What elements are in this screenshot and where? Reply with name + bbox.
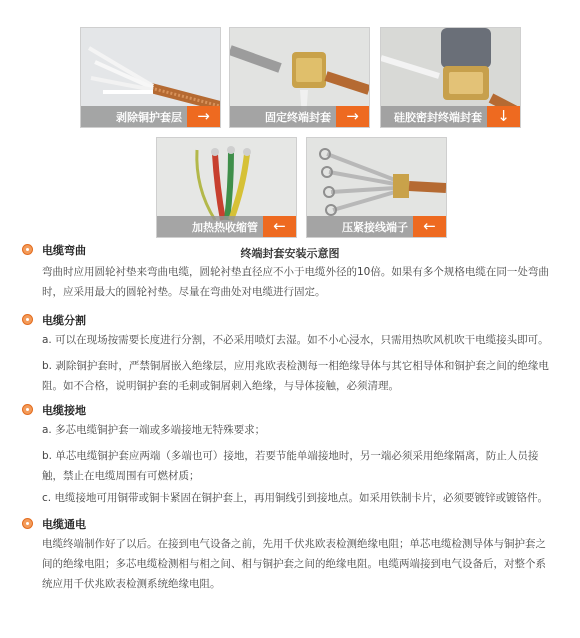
photo-caption: 固定终端封套 bbox=[265, 111, 331, 124]
photo-caption-bar bbox=[81, 106, 220, 127]
paragraph: 弯曲时应用圆轮衬垫来弯曲电缆，圆轮衬垫直径应不小于电缆外径的10倍。如果有多个规格电缆在同一处弯曲时，应采用最大的圆轮衬垫。尽量在弯曲处对电缆进行固定。 bbox=[42, 266, 549, 298]
photo-caption: 硅胶密封终端封套 bbox=[394, 111, 482, 124]
photo-caption-bar bbox=[381, 106, 520, 127]
bullet-icon bbox=[22, 314, 33, 325]
photo-crimp-terminal-lugs bbox=[306, 137, 447, 238]
paragraph: b. 剥除铜护套时，严禁铜屑嵌入绝缘层，应用兆欧表检测每一相绝缘导体与其它相导体和铜护套之间的绝缘电阻。如不合格，说明铜护套的毛刺或铜屑刺入绝缘，与导体接触，必须清理。 bbox=[42, 360, 549, 392]
section-title: 电缆接地 bbox=[42, 404, 86, 417]
bullet-icon bbox=[22, 404, 33, 415]
bullet-icon bbox=[22, 518, 33, 529]
photo-caption-bar bbox=[307, 216, 446, 237]
photo-caption: 压紧接线端子 bbox=[342, 221, 408, 234]
photo-strip-copper-sheath bbox=[80, 27, 221, 128]
paragraph: c. 电缆接地可用铜带或铜卡紧固在铜护套上，再用铜线引到接地点。如采用铁制卡片，必须要镀锌或镀铬件。 bbox=[42, 492, 548, 504]
photo-caption-bar bbox=[157, 216, 296, 237]
section-title: 电缆通电 bbox=[42, 518, 86, 531]
photo-heat-shrink-tube bbox=[156, 137, 297, 238]
arrow-down-icon: ↓ bbox=[487, 106, 520, 127]
section-title: 电缆弯曲 bbox=[42, 244, 86, 257]
arrow-left-icon: ← bbox=[413, 216, 446, 237]
photo-caption: 剥除铜护套层 bbox=[116, 111, 182, 124]
paragraph: b. 单芯电缆铜护套应两端（多端也可）接地，若要节能单端接地时，另一端必须采用绝缘隔离，防止人员接触，禁止在电缆周围有可燃材质； bbox=[42, 450, 539, 482]
paragraph: a. 可以在现场按需要长度进行分割，不必采用喷灯去湿。如不小心浸水，只需用热吹风机吹干电缆接头即可。 bbox=[42, 334, 549, 346]
bullet-icon bbox=[22, 244, 33, 255]
arrow-left-icon: ← bbox=[263, 216, 296, 237]
paragraph: 电缆终端制作好了以后。在接到电气设备之前，先用千伏兆欧表检测绝缘电阻；单芯电缆检测导体与铜护套之间的绝缘电阻；多芯电缆检测相与相之间、相与铜护套之间的绝缘电阻。电缆两端接到电气设备后，对整个系统应用千伏兆欧表检测系统绝缘电阻。 bbox=[42, 538, 546, 590]
photo-caption: 加热热收缩管 bbox=[192, 221, 258, 234]
paragraph: a. 多芯电缆铜护套一端或多端接地无特殊要求； bbox=[42, 424, 266, 436]
section-title: 电缆分割 bbox=[42, 314, 86, 327]
photo-fix-terminal-sleeve bbox=[229, 27, 370, 128]
photo-caption-bar bbox=[230, 106, 369, 127]
arrow-right-icon: → bbox=[187, 106, 220, 127]
arrow-right-icon: → bbox=[336, 106, 369, 127]
photo-silicone-seal bbox=[380, 27, 521, 128]
diagram-title: 终端封套安装示意图 bbox=[240, 247, 340, 260]
